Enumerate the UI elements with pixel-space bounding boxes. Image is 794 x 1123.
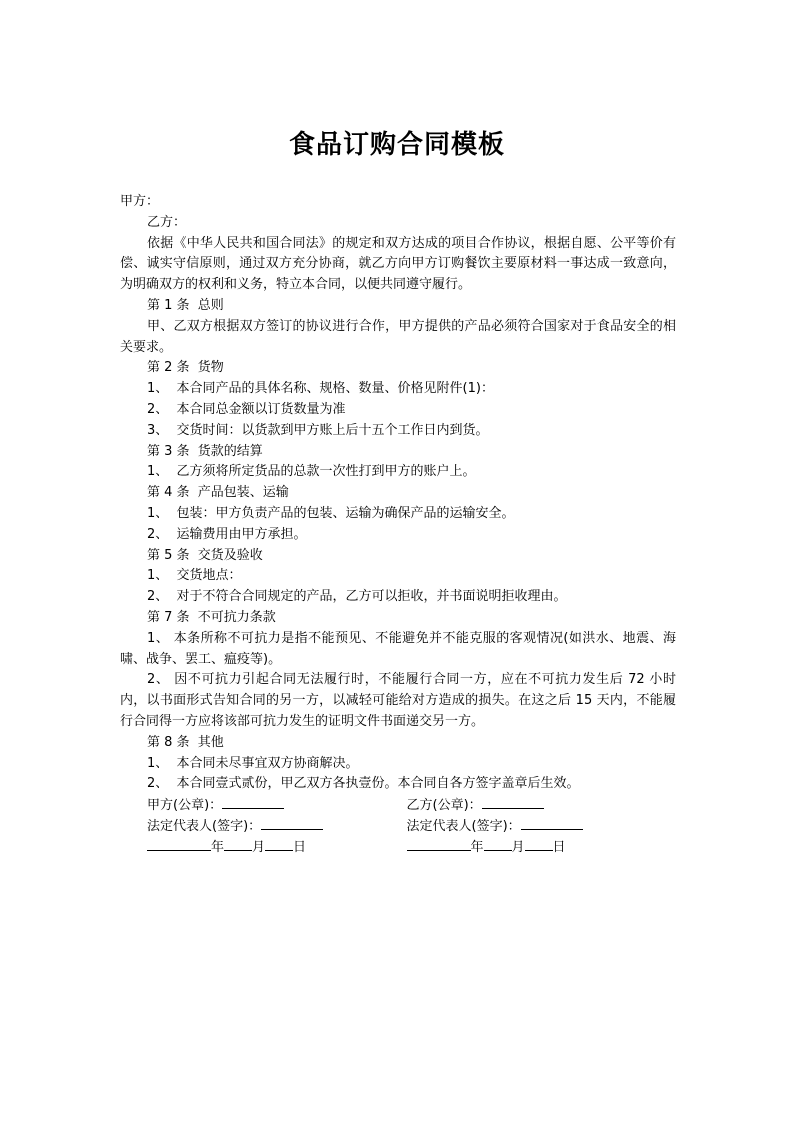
party-b-seal	[407, 795, 676, 816]
article-7-paragraph-2: 2、 因不可抗力引起合同无法履行时，不能履行合同一方，应在不可抗力发生后 72 小时内，以书面形式告知合同的另一方，以减轻可能给对方造成的损失。在这之后 15 天内，不能履行合同得一方应将该部可抗力发生的证明文件书面递交另一方。	[120, 672, 676, 729]
signature-block	[120, 795, 676, 857]
article-3-heading: 第 3 条 货款的结算	[147, 443, 263, 459]
month-label: 月	[511, 839, 525, 855]
date-row	[147, 837, 676, 858]
month-label: 月	[252, 839, 266, 855]
party-b-representative	[407, 816, 676, 837]
party-a-rep-blank[interactable]	[261, 816, 323, 830]
day-label: 日	[552, 839, 566, 855]
year-label: 年	[470, 839, 484, 855]
party-a-label: 甲方：	[120, 194, 160, 209]
contract-body	[120, 192, 676, 858]
intro-paragraph: 依据《中华人民共和国合同法》的规定和双方达成的项目合作协议，根据自愿、公平等价有偿、诚实守信原则，通过双方充分协商，就乙方向甲方订购餐饮主要原材料一事达成一致意向，为明确双方的权利和义务，特立本合同，以便共同遵守履行。	[120, 235, 676, 293]
party-b-seal-blank[interactable]	[482, 795, 544, 809]
document-title: 食品订购合同模板	[288, 130, 505, 160]
party-a-seal	[147, 795, 407, 816]
party-a-date	[147, 837, 407, 858]
article-2-item-3: 3、 交货时间：以货款到甲方账上后十五个工作日内到货。	[147, 422, 489, 438]
party-b-date	[407, 837, 676, 858]
article-4-item-1: 1、 包装：甲方负责产品的包装、运输为确保产品的运输安全。	[147, 505, 515, 521]
article-4-heading: 第 4 条 产品包装、运输	[147, 485, 289, 501]
article-5-item-1: 1、 交货地点：	[147, 568, 242, 584]
article-2-item-2: 2、 本合同总金额以订货数量为准	[147, 401, 346, 417]
party-b-rep-blank[interactable]	[521, 816, 583, 830]
party-b-label: 乙方：	[147, 214, 187, 230]
party-a-seal-label: 甲方(公章)：	[147, 798, 223, 814]
party-a-month-blank[interactable]	[224, 837, 252, 851]
party-a-representative	[147, 816, 407, 837]
article-5-heading: 第 5 条 交货及验收	[147, 547, 263, 563]
party-b-day-blank[interactable]	[525, 837, 553, 851]
article-1-heading: 第 1 条 总则	[147, 297, 224, 313]
party-b-year-blank[interactable]	[407, 837, 471, 851]
representative-row	[147, 816, 676, 837]
day-label: 日	[293, 839, 307, 855]
article-8-item-2: 2、 本合同壹式贰份，甲乙双方各执壹份。本合同自各方签字盖章后生效。	[147, 776, 580, 792]
party-b-month-blank[interactable]	[484, 837, 512, 851]
article-2-heading: 第 2 条 货物	[147, 360, 224, 376]
article-2-item-1: 1、 本合同产品的具体名称、规格、数量、价格见附件(1)：	[147, 381, 494, 397]
seal-row	[147, 795, 676, 816]
article-1-text: 甲、乙双方根据双方签订的协议进行合作，甲方提供的产品必须符合国家对于食品安全的相关要求。	[120, 318, 676, 355]
party-b-seal-label: 乙方(公章)：	[406, 798, 482, 814]
article-7-heading: 第 7 条 不可抗力条款	[147, 609, 276, 625]
article-4-item-2: 2、 运输费用由甲方承担。	[147, 526, 307, 542]
party-a-seal-blank[interactable]	[222, 795, 284, 809]
party-b-rep-label: 法定代表人(签字)：	[406, 818, 521, 834]
article-5-item-2: 2、 对于不符合合同规定的产品，乙方可以拒收，并书面说明拒收理由。	[147, 589, 567, 605]
party-a-day-blank[interactable]	[265, 837, 293, 851]
article-7-paragraph-1: 1、 本条所称不可抗力是指不能预见、不能避免并不能克服的客观情况(如洪水、地震、海啸、战争、罢工、瘟疫等)。	[120, 630, 676, 667]
year-label: 年	[211, 839, 225, 855]
article-8-heading: 第 8 条 其他	[147, 734, 224, 750]
party-a-year-blank[interactable]	[147, 837, 211, 851]
article-3-item-1: 1、 乙方须将所定货品的总款一次性打到甲方的账户上。	[147, 464, 476, 480]
article-8-item-1: 1、 本合同未尽事宜双方协商解决。	[147, 755, 359, 771]
party-a-rep-label: 法定代表人(签字)：	[147, 818, 262, 834]
